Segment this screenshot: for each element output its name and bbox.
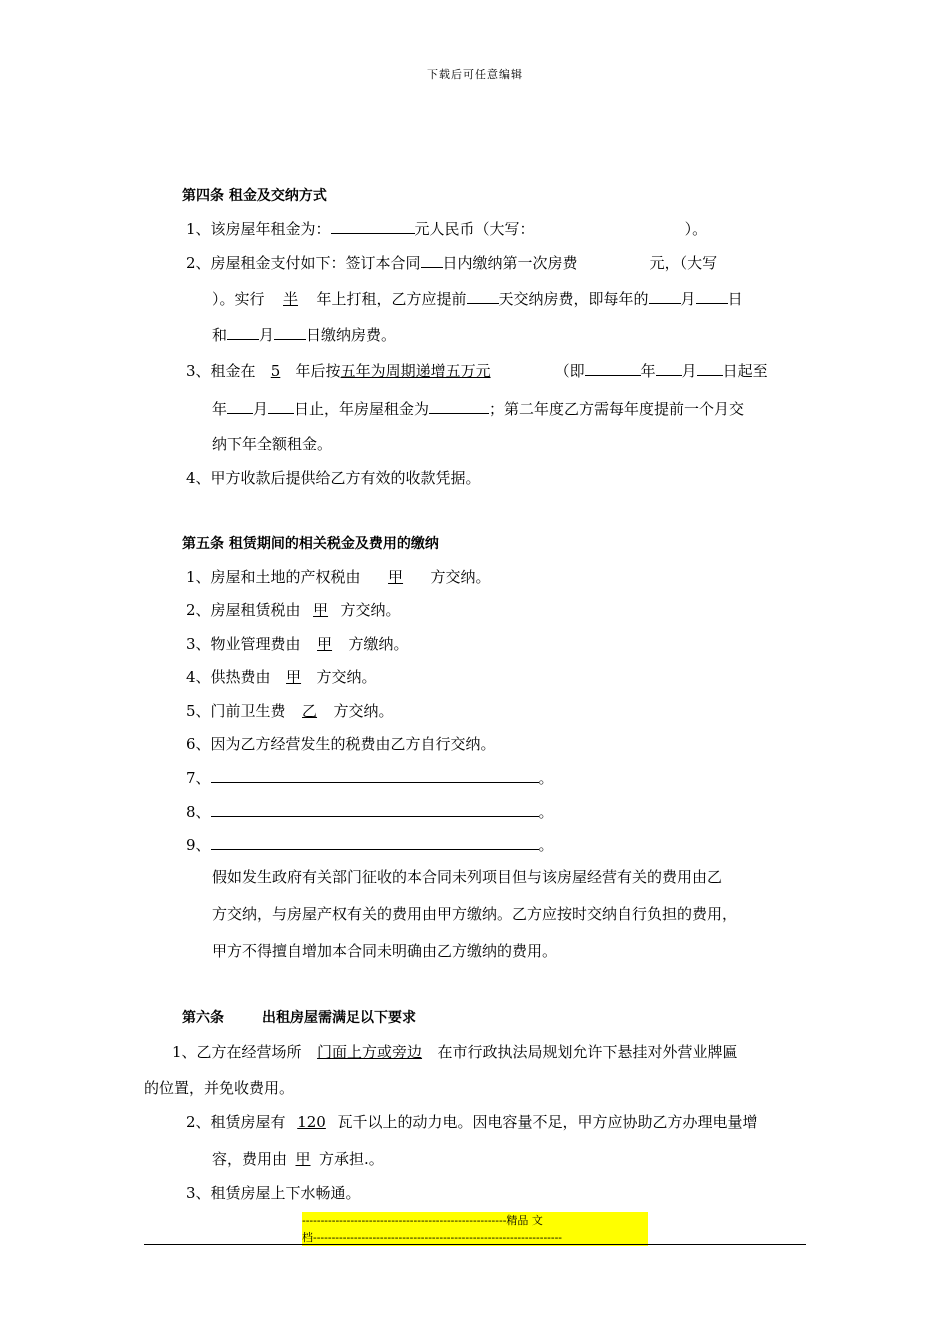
text: 日内缴纳第一次房费 <box>442 254 578 272</box>
text: 日缴纳房费。 <box>306 326 397 344</box>
text: 2、房屋租赁税由 <box>186 601 301 619</box>
article-5-title: 第五条 租赁期间的相关税金及费用的缴纳 <box>182 536 439 552</box>
blank-field <box>268 398 294 414</box>
text: 。 <box>538 836 554 854</box>
text: 1、乙方在经营场所 <box>172 1043 302 1061</box>
text: 3、物业管理费由 <box>186 635 301 653</box>
article-5-item-3 <box>186 634 409 654</box>
text: 在市行政执法局规划允许下悬挂对外营业牌匾 <box>437 1043 738 1061</box>
blank-field <box>421 252 443 268</box>
text: 月 <box>681 362 697 380</box>
article-5-item-4 <box>186 667 377 687</box>
text: 第六条 <box>182 1010 224 1026</box>
text: 方交纳。 <box>333 702 394 720</box>
article-5-item-5 <box>186 701 394 721</box>
text: ）。实行 <box>212 290 265 308</box>
text: 5、门前卫生费 <box>186 702 286 720</box>
filled-field: 甲 <box>313 601 329 619</box>
filled-field: 五年为周期递增五万元 <box>340 362 491 380</box>
blank-field <box>429 398 489 414</box>
article-4-item-3-line-3: 纳下年全额租金。 <box>212 435 333 453</box>
text: 月 <box>680 290 696 308</box>
blank-field <box>697 360 723 376</box>
header-note: 下载后可任意编辑 <box>427 68 523 81</box>
text: 1、该房屋年租金为： <box>186 220 331 238</box>
text: 日止，年房屋租金为 <box>294 400 430 418</box>
text: 2、租赁房屋有 <box>186 1113 286 1131</box>
article-6-item-1-line-2: 的位置，并免收费用。 <box>144 1079 295 1097</box>
article-5-item-8 <box>186 801 554 822</box>
filled-field: 乙 <box>302 702 318 720</box>
filled-field: 甲 <box>317 635 333 653</box>
text: 出租房屋需满足以下要求 <box>262 1010 416 1026</box>
filled-field: 甲 <box>286 668 302 686</box>
text: 日 <box>727 290 743 308</box>
article-4-item-3-line-2 <box>212 398 744 419</box>
article-6-item-2-line-1 <box>186 1112 758 1132</box>
blank-field <box>211 834 539 850</box>
text: 瓦千以上的动力电。因电容量不足，甲方应协助乙方办理电量增 <box>337 1113 758 1131</box>
text: 方缴纳。 <box>348 635 409 653</box>
text: 日起至 <box>722 362 768 380</box>
article-5-paragraph-line-1: 假如发生政府有关部门征收的本合同未列项目但与该房屋经营有关的费用由乙 <box>212 868 723 886</box>
text: 年 <box>212 400 228 418</box>
article-5-item-2 <box>186 600 401 620</box>
text: 容，费用由 <box>212 1150 288 1168</box>
text: ）。 <box>684 220 708 238</box>
filled-field: 半 <box>283 290 299 308</box>
text: 方交纳。 <box>340 601 401 619</box>
text: 月 <box>253 400 269 418</box>
filled-field: 5 <box>270 362 281 380</box>
text: 年后按 <box>295 362 341 380</box>
filled-field: 甲 <box>388 568 404 586</box>
blank-field <box>227 398 253 414</box>
text: 方承担.。 <box>319 1150 384 1168</box>
blank-field <box>274 324 306 340</box>
blank-field <box>331 218 415 234</box>
text: 年 <box>640 362 656 380</box>
footer-divider <box>144 1244 806 1245</box>
text: 7、 <box>186 769 211 787</box>
text: 3、租金在 <box>186 362 256 380</box>
text: 天交纳房费，即每年的 <box>498 290 649 308</box>
text: 元，（大写 <box>649 254 718 272</box>
blank-field <box>696 288 728 304</box>
filled-field: 甲 <box>295 1150 311 1168</box>
article-4-item-2-line-3 <box>212 324 396 345</box>
article-4-item-1 <box>186 218 707 239</box>
article-6-item-3: 3、租赁房屋上下水畅通。 <box>186 1184 361 1202</box>
article-6-title <box>182 1008 416 1028</box>
article-6-item-2-line-2 <box>212 1149 384 1169</box>
blank-field <box>649 288 681 304</box>
text: 2、房屋租金支付如下：签订本合同 <box>186 254 421 272</box>
article-5-item-6: 6、因为乙方经营发生的税费由乙方自行交纳。 <box>186 735 496 753</box>
article-6-item-1-line-1 <box>172 1042 738 1062</box>
text: 年上打租，乙方应提前 <box>316 290 467 308</box>
text: 。 <box>538 803 554 821</box>
footer-watermark <box>302 1212 648 1246</box>
article-4-item-3-line-1 <box>186 360 768 381</box>
article-4-title: 第四条 租金及交纳方式 <box>182 188 327 204</box>
article-5-paragraph-line-2: 方交纳，与房屋产权有关的费用由甲方缴纳。乙方应按时交纳自行负担的费用， <box>212 905 738 923</box>
blank-field <box>656 360 682 376</box>
text: ；第二年度乙方需每年度提前一个月交 <box>489 400 745 418</box>
text: 8、 <box>186 803 211 821</box>
text: 4、供热费由 <box>186 668 271 686</box>
text: 9、 <box>186 836 211 854</box>
article-5-item-7 <box>186 767 554 788</box>
footer-line-1: -------------------------------------------------------精品 文 <box>302 1212 648 1229</box>
filled-field: 门面上方或旁边 <box>317 1043 423 1061</box>
text: 方交纳。 <box>316 668 377 686</box>
article-4-item-2-line-2 <box>212 288 743 309</box>
footer-line-2: 档------------------------------------------------------------------- <box>302 1229 648 1246</box>
blank-field <box>467 288 499 304</box>
article-5-paragraph-line-3: 甲方不得擅自增加本合同未明确由乙方缴纳的费用。 <box>212 942 558 960</box>
article-4-item-2-line-1 <box>186 252 717 273</box>
article-4-item-4: 4、甲方收款后提供给乙方有效的收款凭据。 <box>186 469 481 487</box>
blank-field <box>211 767 539 783</box>
text: （即 <box>554 362 585 380</box>
article-5-item-9 <box>186 834 554 855</box>
text: 和 <box>212 326 228 344</box>
text: 元人民币（大写： <box>414 220 535 238</box>
text: 方交纳。 <box>430 568 491 586</box>
blank-field <box>585 360 641 376</box>
article-5-item-1 <box>186 567 491 587</box>
text: 月 <box>259 326 275 344</box>
text: 。 <box>538 769 554 787</box>
text: 1、房屋和土地的产权税由 <box>186 568 361 586</box>
blank-field <box>227 324 259 340</box>
filled-field: 120 <box>297 1113 326 1131</box>
blank-field <box>211 801 539 817</box>
